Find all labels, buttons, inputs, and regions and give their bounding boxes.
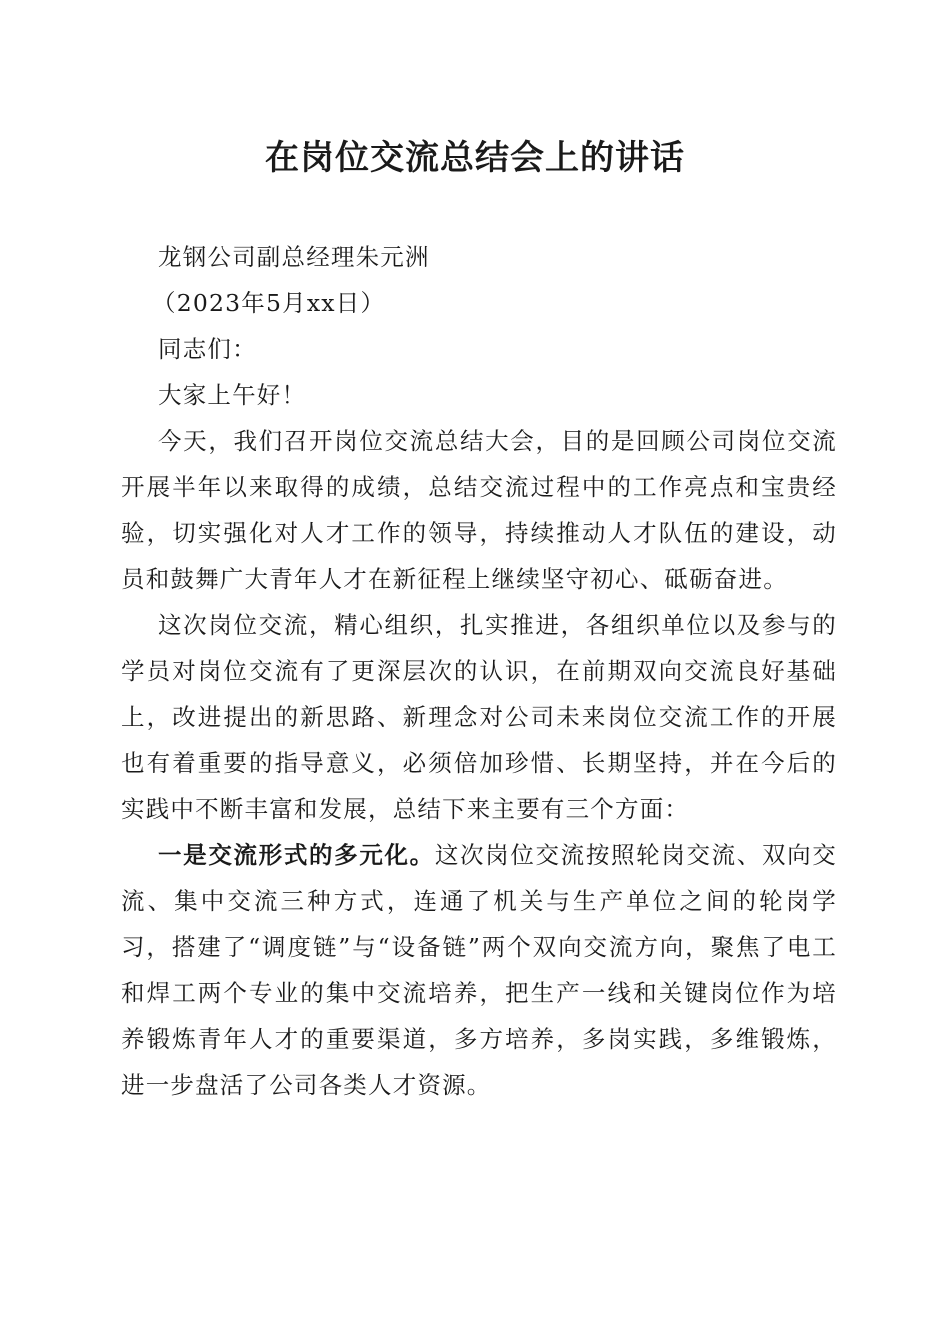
paragraph-2-text: 这次岗位交流，精心组织，扎实推进，各组织单位以及参与的学员对岗位交流有了更深层次的认识，在前期双向交流良好基础上，改进提出的新思路、新理念对公司未来岗位交流工作的开展也有着重要的指导意义，必须倍加珍惜、长期坚持，并在今后的实践中不断丰富和发展，总结下来主要有三个方面： bbox=[121, 611, 837, 823]
paragraph-1-text: 今天，我们召开岗位交流总结大会，目的是回顾公司岗位交流开展半年以来取得的成绩，总结交流过程中的工作亮点和宝贵经验，切实强化对人才工作的领导，持续推动人才队伍的建设，动员和鼓舞广大青年人才在新征程上继续坚守初心、砥砺奋进。 bbox=[121, 427, 837, 593]
salutation-line: 同志们： bbox=[158, 335, 257, 363]
paragraph-1 bbox=[121, 418, 837, 602]
greeting-line: 大家上午好！ bbox=[158, 381, 307, 409]
document-body bbox=[121, 234, 837, 1108]
paragraph-2 bbox=[121, 602, 837, 832]
date-line: （2023年5月xx日） bbox=[152, 289, 386, 317]
document-title: 在岗位交流总结会上的讲话 bbox=[265, 138, 685, 178]
paragraph-3 bbox=[121, 832, 837, 1108]
paragraph-3-text: 这次岗位交流按照轮岗交流、双向交流、集中交流三种方式，连通了机关与生产单位之间的轮岗学习，搭建了“调度链”与“设备链”两个双向交流方向，聚焦了电工和焊工两个专业的集中交流培养，把生产一线和关键岗位作为培养锻炼青年人才的重要渠道，多方培养，多岗实践，多维锻炼，进一步盘活了公司各类人才资源。 bbox=[121, 841, 838, 1099]
paragraph-3-lead: 一是交流形式的多元化。 bbox=[158, 841, 435, 869]
speaker-line: 龙钢公司副总经理朱元洲 bbox=[158, 243, 430, 271]
